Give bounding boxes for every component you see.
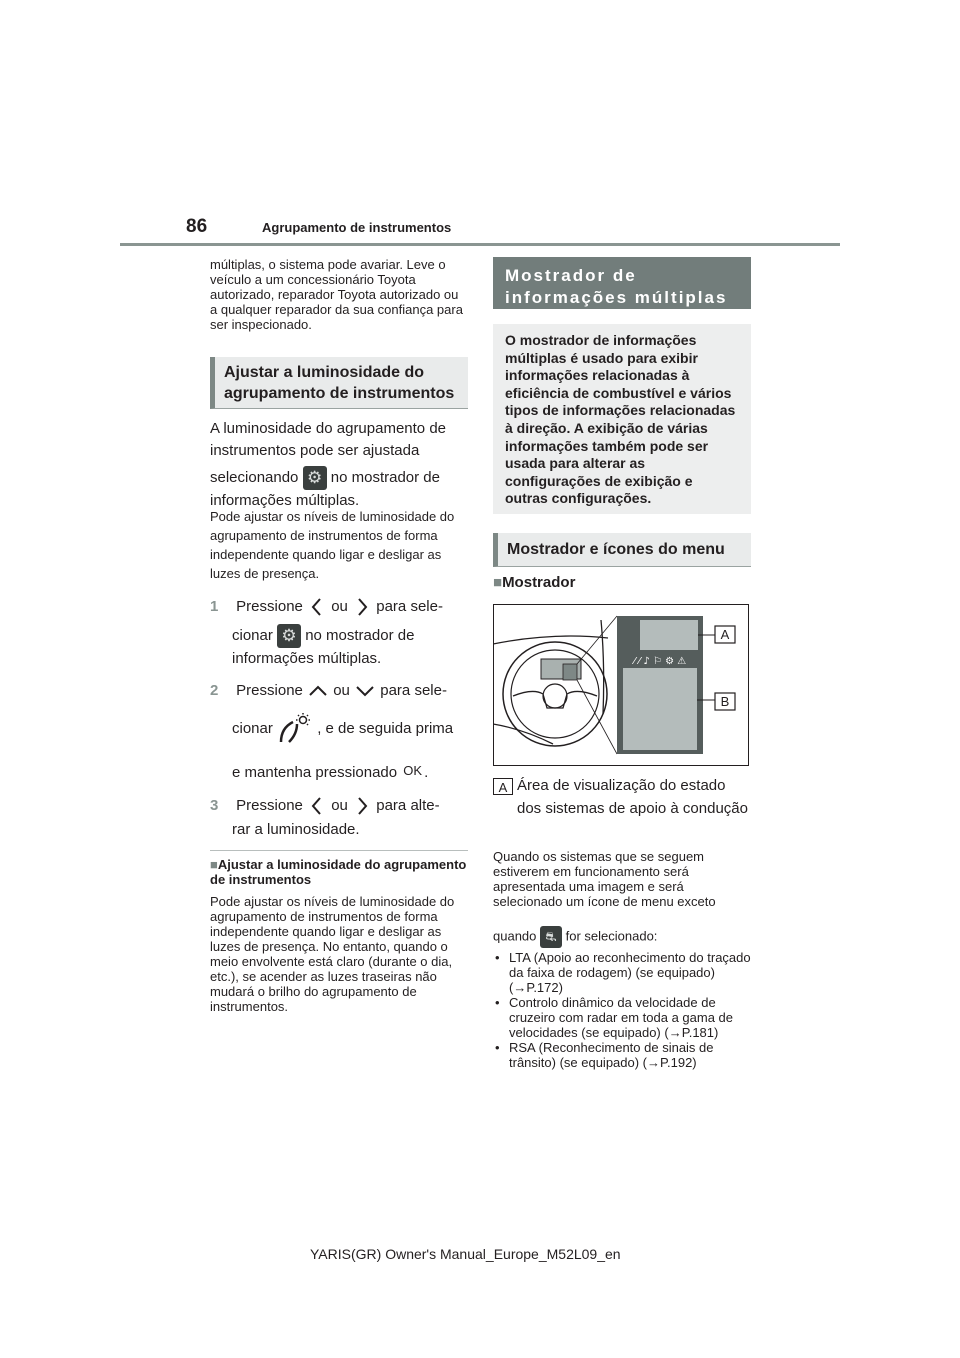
header-rule: [120, 243, 840, 246]
section-heading-menu-icons: Mostrador e ícones do menu: [493, 533, 751, 567]
list-item: • LTA (Apoio ao reconhecimento do traçado da faixa de rodagem) (se equipado) (→P.172): [493, 950, 751, 995]
driving-support-icon: ⛐: [540, 926, 562, 948]
chevron-down-icon: [354, 682, 376, 700]
subsection-title-text: Ajustar a luminosidade do agrupamento de instrumentos: [210, 857, 467, 887]
subsection-title: [210, 857, 468, 887]
running-title: Agrupamento de instrumentos: [262, 220, 452, 235]
brightness-note: Pode ajustar os níveis de luminosidade do agrupamento de instrumentos de forma independente quando ligar e desligar as luzes de presença.: [210, 509, 455, 581]
intro-text: múltiplas, o sistema pode avariar. Leve o veículo a um concessionário Toyota autorizado, reparador Toyota autorizado ou a qualquer reparador da sua confiança para ser inspecionado.: [210, 257, 463, 332]
step-text: .: [424, 764, 429, 781]
item-a: [493, 775, 751, 820]
intro-box: O mostrador de informações múltiplas é usado para exibir informações relacionadas à eficiência de combustível e vários tipos de informações relacionadas à direção. A exibição de várias informações também pode ser usada para alterar as configurações de exibição e outras configurações.: [493, 324, 751, 514]
step-text: Pressione: [236, 598, 303, 615]
callout-b: B: [720, 694, 730, 709]
para-text: for selecionado:: [565, 928, 658, 944]
section-heading-brightness: Ajustar a luminosidade do agrupamento de instrumentos: [210, 357, 468, 409]
page-number: 86: [186, 216, 208, 237]
step-text: para sele-: [376, 598, 443, 615]
subheading-text: Mostrador: [502, 574, 576, 591]
para-text: quando: [493, 928, 537, 944]
gear-icon: ⚙: [277, 624, 301, 648]
step-text: ou: [331, 598, 348, 615]
para1-b: selecionando: [210, 468, 299, 486]
chevron-left-icon: [307, 596, 327, 618]
step-text: e mantenha pressionado: [232, 764, 398, 781]
instrument-illustration: [493, 604, 749, 766]
callout-a: A: [720, 627, 730, 642]
chevron-left-icon: [307, 795, 327, 817]
step-number: 1: [210, 598, 219, 615]
step-text: cionar: [232, 719, 273, 737]
chevron-right-icon: [352, 596, 372, 618]
ok-symbol: OK: [403, 763, 423, 778]
step-text: cionar: [232, 627, 273, 644]
para1-c: no mostrador de informações múltiplas.: [210, 468, 440, 509]
callout-label: A: [493, 778, 513, 795]
square-bullet-icon: ■: [493, 574, 503, 591]
subsection-text: Pode ajustar os níveis de luminosidade do agrupamento de instrumentos de forma independente quando ligar e desligar as luzes de presença. No entanto, quando o meio envolvente está claro (durante o dia, etc.), se acender as luzes traseiras não mudará o brilho do agrupamento de instrumentos.: [210, 894, 455, 1014]
step-3: [210, 795, 468, 841]
brightness-adjust-icon: [277, 712, 313, 746]
subheading-mostrador: [493, 574, 751, 591]
step-text: no mostrador de informações múltiplas.: [232, 627, 415, 668]
step-text: para sele-: [380, 682, 447, 699]
step-text: ou: [331, 797, 348, 814]
gear-icon: ⚙: [303, 466, 327, 490]
chevron-up-icon: [307, 682, 329, 700]
list-item: • Controlo dinâmico da velocidade de cruzeiro com radar em toda a gama de velocidades (se equipado) (→P.181): [493, 995, 751, 1040]
step-text: rar a luminosidade.: [232, 821, 360, 839]
step-1: [210, 596, 468, 670]
step-text: para alte-: [376, 797, 440, 814]
step-number: 2: [210, 682, 219, 699]
step-text: Pressione: [236, 682, 303, 699]
systems-paragraph-2: [493, 926, 751, 948]
para1-a: A luminosidade do agrupamento de instrumentos pode ser ajustada: [210, 420, 447, 459]
item-a-text: Área de visualização do estado dos sistemas de apoio à condução: [517, 777, 748, 817]
square-bullet-icon: ■: [210, 857, 218, 872]
menu-icons-row: ⁄ ⁄ ♪ ⚐ ⚙ ⚠: [633, 656, 687, 667]
list-item: • RSA (Reconhecimento de sinais de trânsito) (se equipado) (→P.192): [493, 1040, 751, 1070]
section-heading-mid: Mostrador de informações múltiplas: [493, 257, 751, 309]
step-2: [210, 680, 468, 784]
footer-text: YARIS(GR) Owner's Manual_Europe_M52L09_en: [310, 1246, 621, 1262]
step-text: , e de seguida prima: [317, 719, 454, 737]
systems-list: [493, 950, 751, 1070]
divider: [210, 850, 468, 851]
step-text: ou: [333, 682, 350, 699]
brightness-paragraph: [210, 418, 468, 512]
step-number: 3: [210, 797, 219, 814]
step-text: Pressione: [236, 797, 303, 814]
systems-paragraph: Quando os sistemas que se seguem estiverem em funcionamento será apresentada uma imagem e será selecionado um ícone de menu exceto: [493, 849, 716, 909]
chevron-right-icon: [352, 795, 372, 817]
